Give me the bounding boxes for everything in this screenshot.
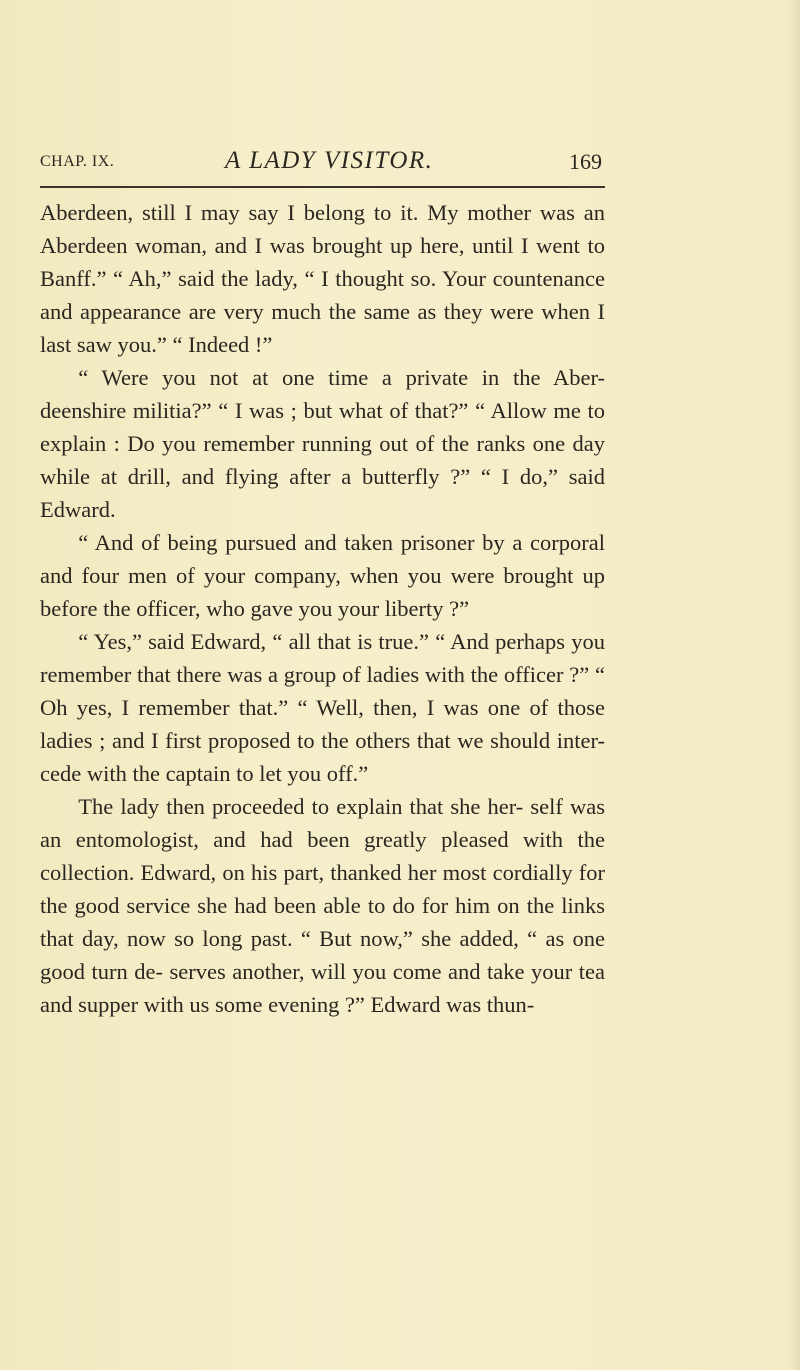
chapter-label: CHAP. IX. bbox=[40, 153, 115, 170]
running-head bbox=[40, 147, 602, 179]
paragraph-2: “ Were you not at one time a private in the Aber- deenshire militia?” “ I was ; but what of that?” “ Allow me to explain : Do you remember running out of the ranks one day while at drill, and flying after a butterfly ?” “ I do,” said Edward. bbox=[40, 365, 605, 522]
paragraph-4: “ Yes,” said Edward, “ all that is true.” “ And perhaps you remember that there was a group of ladies with the officer ?” “ Oh yes, I remember that.” “ Well, then, I was one of those ladies ; and I first proposed to the others that we should inter- cede with the captain to let you off.” bbox=[40, 629, 605, 786]
page-number: 169 bbox=[569, 149, 602, 174]
header-rule bbox=[40, 186, 605, 188]
body-text bbox=[40, 196, 605, 1021]
page-edge-shadow bbox=[788, 0, 800, 1370]
paragraph-3: “ And of being pursued and taken prisoner by a corporal and four men of your company, when you were brought up before the officer, who gave you your liberty ?” bbox=[40, 530, 605, 621]
paragraph-1: Aberdeen, still I may say I belong to it. My mother was an Aberdeen woman, and I was brought up here, until I went to Banff.” “ Ah,” said the lady, “ I thought so. Your countenance and appearance are very much the same as they were when I last saw you.” “ Indeed !” bbox=[40, 200, 605, 357]
running-title: A LADY VISITOR. bbox=[225, 147, 434, 174]
paragraph-5: The lady then proceeded to explain that she her- self was an entomologist, and had been greatly pleased with the collection. Edward, on his part, thanked her most cordially for the good service she had been able to do for him on the links that day, now so long past. “ But now,” she added, “ as one good turn de- serves another, will you come and take your tea and supper with us some evening ?” Edward was thun- bbox=[40, 794, 605, 1017]
